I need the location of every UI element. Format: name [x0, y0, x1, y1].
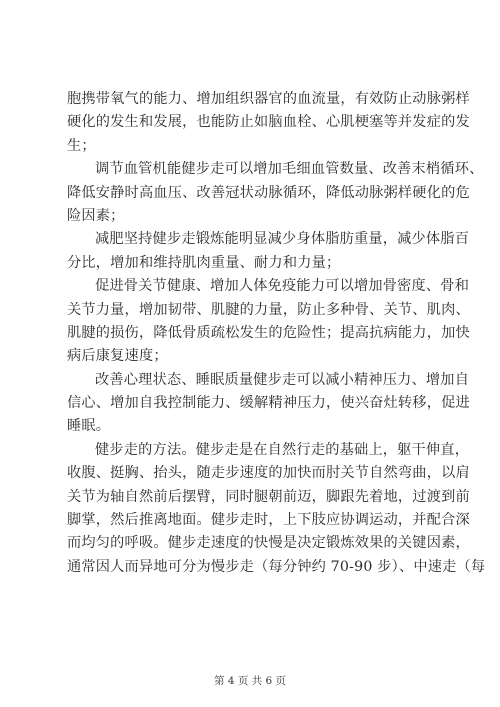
text-line: 病后康复速度； — [67, 348, 168, 365]
page-number-footer: 第 4 页 共 6 页 — [213, 675, 287, 687]
text-line: 收腹、挺胸、抬头，随走步速度的加快而肘关节自然弯曲，以肩 — [67, 465, 470, 482]
text-line: 睡眠。 — [67, 418, 111, 435]
text-line: 改善心理状态、睡眠质量健步走可以减小精神压力、增加自 — [95, 371, 470, 388]
text-line: 而均匀的呼吸。健步走速度的快慢是决定锻炼效果的关键因素， — [67, 535, 470, 552]
document-body — [67, 88, 486, 579]
text-line: 通常因人而异地可分为慢步走（每分钟约 70-90 步）、中速走（每 — [67, 558, 486, 575]
text-line: 胞携带氧气的能力、增加组织器官的血流量，有效防止动脉粥样 — [67, 91, 470, 107]
text-line: 调节血管机能健步走可以增加毛细血管数量、改善末梢循环、 — [95, 161, 484, 178]
text-line: 生； — [67, 137, 96, 154]
text-line: 促进骨关节健康、增加人体免疫能力可以增加骨密度、骨和 — [95, 278, 470, 295]
text-line: 肌腱的损伤，降低骨质疏松发生的危险性；提高抗病能力，加快 — [67, 324, 470, 341]
text-line: 分比，增加和维持肌肉重量、耐力和力量； — [67, 254, 341, 271]
text-line: 关节为轴自然前后摆臂，同时腿朝前迈，脚跟先着地，过渡到前 — [67, 488, 470, 505]
text-line: 脚掌，然后推离地面。健步走时，上下肢应协调运动，并配合深 — [67, 512, 470, 529]
text-line: 硬化的发生和发展，也能防止如脑血栓、心肌梗塞等并发症的发 — [67, 114, 470, 131]
text-line: 关节力量，增加韧带、肌腱的力量，防止多种骨、关节、肌肉、 — [67, 301, 470, 318]
text-line: 信心、增加自我控制能力、缓解精神压力，使兴奋灶转移，促进 — [67, 395, 470, 412]
text-line: 险因素； — [67, 207, 125, 224]
text-line: 减肥坚持健步走锻炼能明显减少身体脂肪重量，减少体脂百 — [95, 231, 470, 248]
text-line: 降低安静时高血压、改善冠状动脉循环，降低动脉粥样硬化的危 — [67, 184, 470, 201]
text-line: 健步走的方法。健步走是在自然行走的基础上，躯干伸直， — [95, 441, 470, 458]
